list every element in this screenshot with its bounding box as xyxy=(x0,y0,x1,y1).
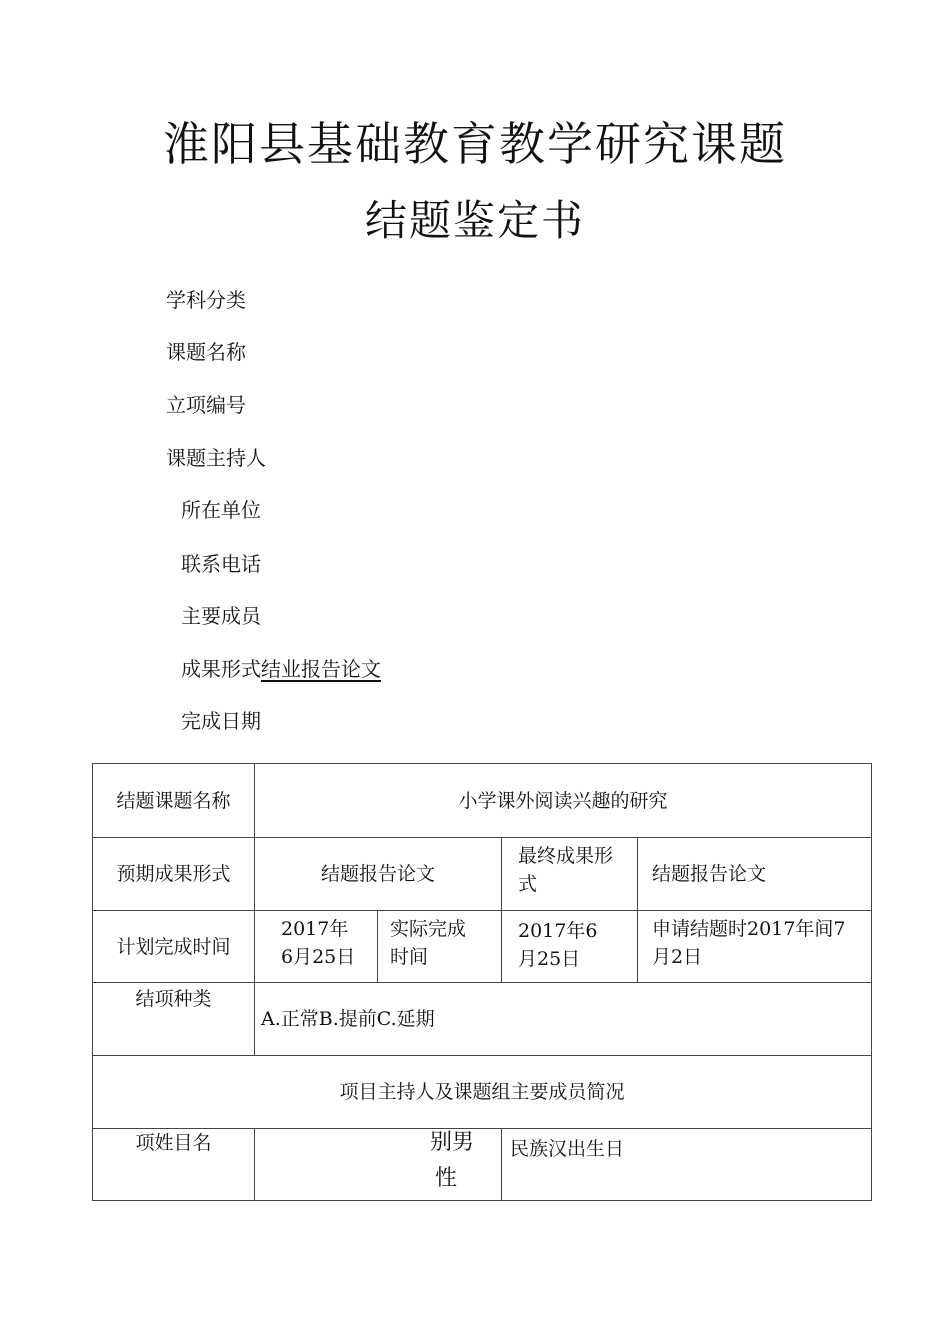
expected-result-value: 结题报告论文 xyxy=(255,838,502,911)
field-subject-category: 学科分类 xyxy=(166,288,246,312)
field-project-host: 课题主持人 xyxy=(166,446,266,470)
table-row xyxy=(93,1129,872,1201)
name-label xyxy=(93,1129,255,1201)
gender-label-bottom: 性 xyxy=(435,1166,458,1191)
name-label-text: 项姓目名 xyxy=(135,1132,212,1154)
final-result-value: 结题报告论文 xyxy=(638,838,872,911)
actual-date xyxy=(502,911,638,983)
gender-label-top: 别男 xyxy=(430,1130,475,1155)
field-project-number: 立项编号 xyxy=(166,393,246,417)
document-title: 淮阳县基础教育教学研究课题 xyxy=(163,117,787,171)
planned-date-text: 2017年6月25日 xyxy=(281,918,356,968)
ethnic-birth xyxy=(502,1129,872,1201)
field-contact-phone: 联系电话 xyxy=(181,552,261,576)
apply-date-text: 申请结题时2017年间7月2日 xyxy=(652,918,846,968)
field-result-form xyxy=(181,657,381,681)
expected-result-label: 预期成果形式 xyxy=(93,838,255,911)
actual-time-label-text: 实际完成时间 xyxy=(390,918,467,968)
members-section-title: 项目主持人及课题组主要成员简况 xyxy=(93,1056,872,1129)
table-row xyxy=(93,911,872,983)
field-main-members: 主要成员 xyxy=(181,604,261,628)
field-completion-date: 完成日期 xyxy=(181,709,261,733)
table-row xyxy=(93,1056,872,1129)
planned-date xyxy=(255,911,378,983)
field-project-name: 课题名称 xyxy=(166,340,246,364)
final-result-label xyxy=(502,838,638,911)
table-row xyxy=(93,764,872,838)
closure-type-label-text: 结项种类 xyxy=(135,988,212,1010)
closure-type-options: A.正常B.提前C.延期 xyxy=(255,983,872,1056)
actual-date-text: 2017年6月25日 xyxy=(518,920,598,970)
field-work-unit: 所在单位 xyxy=(181,498,261,522)
ethnic-birth-text: 民族汉出生日 xyxy=(510,1138,625,1160)
final-result-label-text: 最终成果形式 xyxy=(518,845,614,895)
project-name-label: 结题课题名称 xyxy=(93,764,255,838)
field-result-form-value: 结业报告论文 xyxy=(261,657,381,681)
actual-time-label xyxy=(378,911,502,983)
project-info-table xyxy=(92,763,872,1201)
project-name-value: 小学课外阅读兴趣的研究 xyxy=(255,764,872,838)
document-subtitle: 结题鉴定书 xyxy=(364,196,585,245)
table-row xyxy=(93,838,872,911)
closure-type-label xyxy=(93,983,255,1056)
table-row xyxy=(93,983,872,1056)
apply-date xyxy=(638,911,872,983)
field-result-form-label: 成果形式 xyxy=(181,657,261,681)
planned-time-label: 计划完成时间 xyxy=(93,911,255,983)
name-value-gender xyxy=(255,1129,502,1201)
